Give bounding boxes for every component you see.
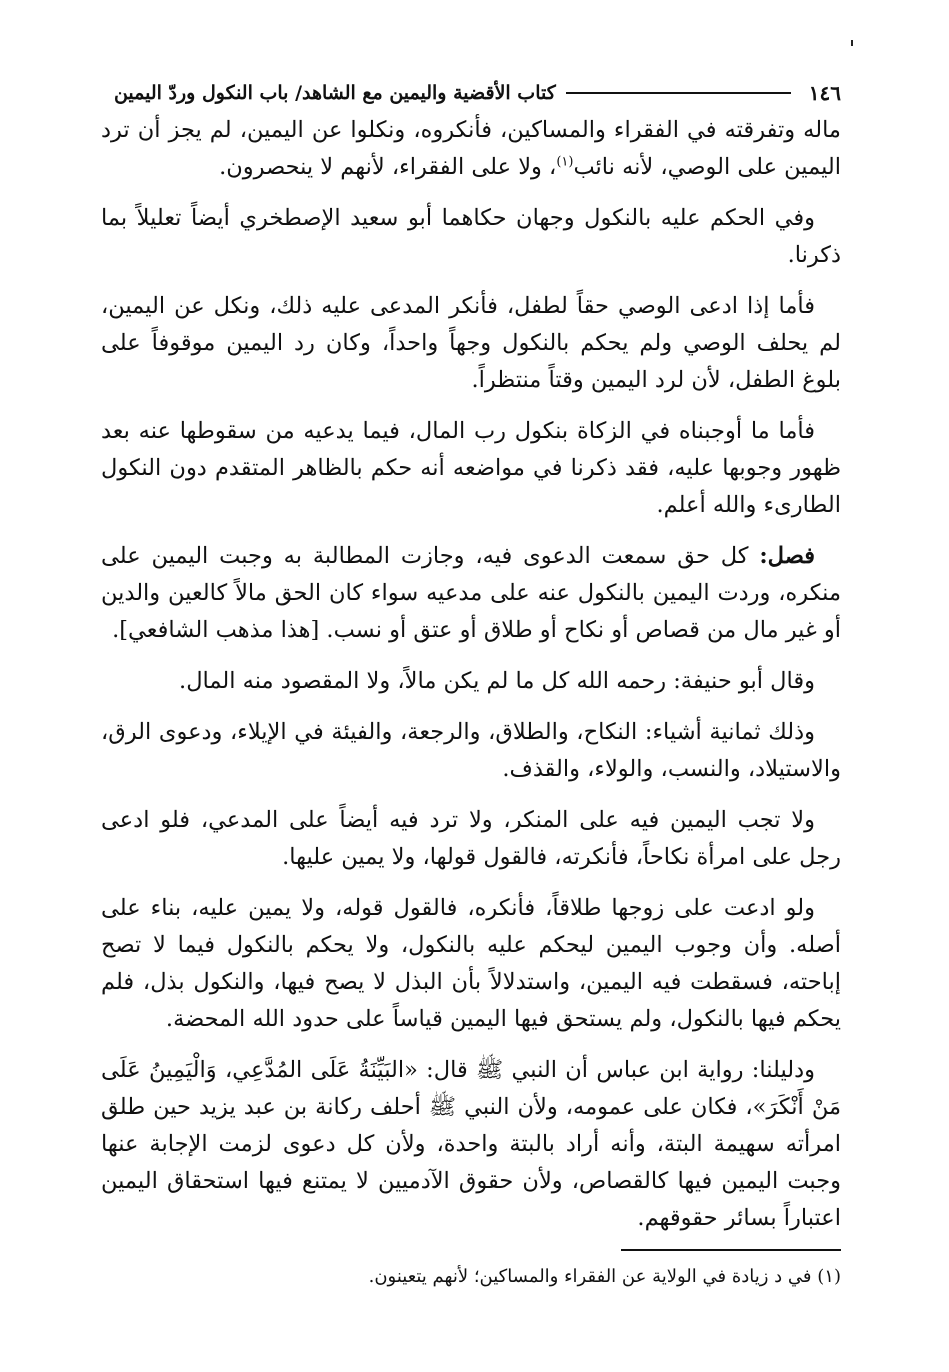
footnote-marker: (١) [817, 1266, 841, 1287]
footnote [101, 1262, 841, 1292]
page-header [95, 76, 841, 110]
paragraph: ماله وتفرقته في الفقراء والمساكين، فأنكروه، ونكلوا عن اليمين، لم يجز أن ترد اليمين على الوصي، لأنه نائب$^{(١)}$، ولا على الفقراء، لأنهم لا ينحصرون. [101, 117, 841, 180]
paragraph: ولو ادعت على زوجها طلاقاً، فأنكره، فالقول قوله، ولا يمين عليه، بناء على أصله. وأن وجوب اليمين ليحكم عليه بالنكول، ولا يحكم بالنكول فيما لا تصح إباحته، فسقطت فيه اليمين، واستدلالاً بأن البذل لا يصح فيها، والنكول بذل، فلم يحكم فيها بالنكول، ولم يستحق فيها اليمين قياساً على حدود الله المحضة. [101, 895, 841, 1032]
footnote-rule [621, 1249, 841, 1251]
footnote-text: في د زيادة في الولاية عن الفقراء والمساكين؛ لأنهم يتعينون. [368, 1266, 812, 1287]
paragraph: وذلك ثمانية أشياء: النكاح، والطلاق، والرجعة، والفيئة في الإيلاء، ودعوى الرق، والاستيلاد، والنسب، والولاء، والقذف. [101, 719, 841, 782]
paragraph: ودليلنا: رواية ابن عباس أن النبي ﷺ قال: «البَيِّنَةُ عَلَى المُدَّعِي، وَالْيَمِينُ عَلَى مَنْ أَنْكَرَ»، فكان على عمومه، ولأن النبي ﷺ أحلف ركانة بن عبد يزيد حين طلق امرأته سهيمة البتة، وأنه أراد بالبتة واحدة، ولأن كل دعوى لزمت الإجابة عنها وجبت اليمين فيها كالقصاص، ولأن حقوق الآدميين لا يمتنع فيها استحقاق اليمين اعتباراً بسائر حقوقهم. [101, 1057, 841, 1231]
section-label: فصل: [759, 543, 815, 569]
paragraph: ولا تجب اليمين فيه على المنكر، ولا ترد فيه أيضاً على المدعي، فلو ادعى رجل على امرأة نكاحاً، فأنكرته، فالقول قولها، ولا يمين عليها. [101, 807, 841, 870]
paragraph: وقال أبو حنيفة: رحمه الله كل ما لم يكن مالاً، ولا المقصود منه المال. [179, 668, 815, 694]
header-rule [566, 92, 791, 94]
scan-mark [851, 40, 853, 46]
body-text [101, 112, 841, 1251]
paragraph: وفي الحكم عليه بالنكول وجهان حكاهما أبو سعيد الإصطخري أيضاً تعليلاً بما ذكرنا. [101, 205, 841, 268]
paragraph: فصل: كل حق سمعت الدعوى فيه، وجازت المطالبة به وجبت اليمين على منكره، وردت اليمين بالنكول عنه على مدعيه سواء كان الحق مالاً كالعين والدين أو غير مال من قصاص أو نكاح أو طلاق أو عتق أو نسب. [هذا مذهب الشافعي]. [101, 543, 841, 643]
footnote-ref: (١) [556, 154, 574, 170]
paragraph: فأما ما أوجبناه في الزكاة بنكول رب المال، فيما يدعيه من سقوطها عنه بعد ظهور وجوبها عليه، فقد ذكرنا في مواضعه أنه حكم بالظاهر المتقدم دون النكول الطارىء والله أعلم. [101, 418, 841, 518]
paragraph: فأما إذا ادعى الوصي حقاً لطفل، فأنكر المدعى عليه ذلك، ونكل عن اليمين، لم يحلف الوصي ولم يحكم بالنكول وجهاً واحداً، وكان رد اليمين موقوفاً على بلوغ الطفل، لأن لرد اليمين وقتاً منتظراً. [101, 293, 841, 393]
running-title: كتاب الأقضية واليمين مع الشاهد/ باب النكول وردّ اليمين [113, 82, 556, 104]
page-number: ١٤٦ [808, 81, 841, 105]
